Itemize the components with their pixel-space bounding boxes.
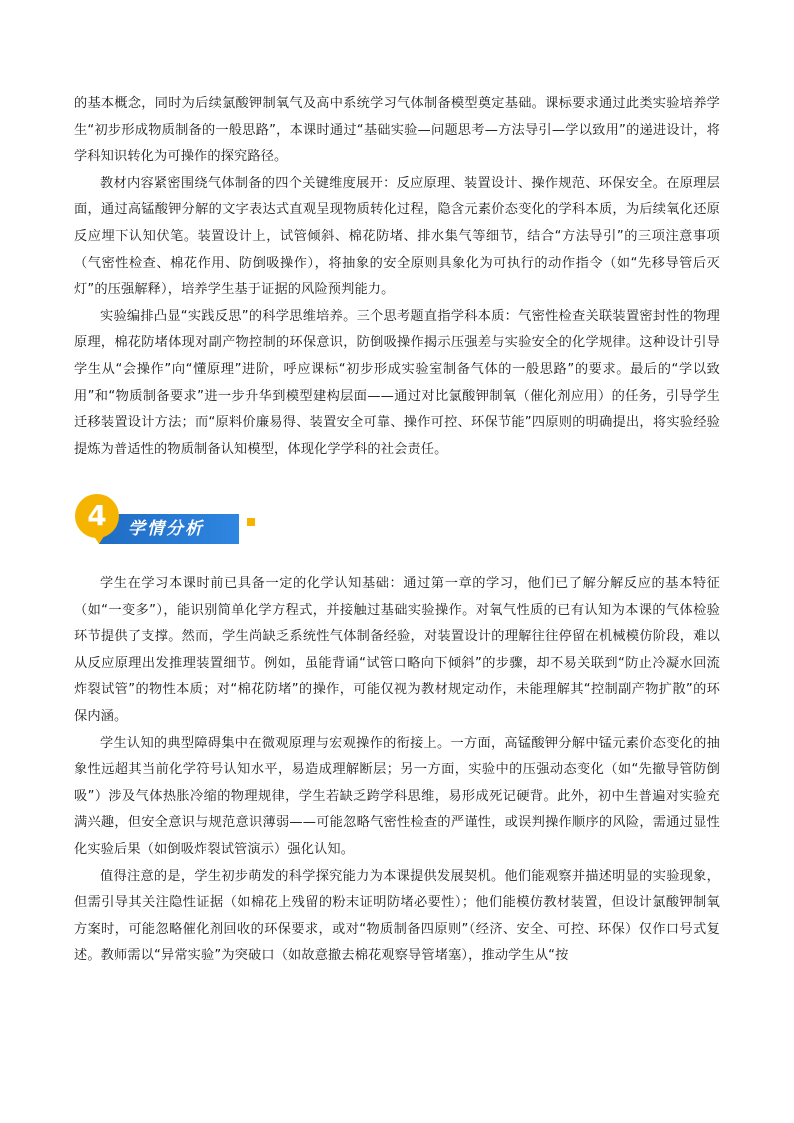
- section-heading: [72, 494, 272, 552]
- paragraph: 值得注意的是，学生初步萌发的科学探究能力为本课提供发展契机。他们能观察并描述明显的实验现象，但需引导其关注隐性证据（如棉花上残留的粉末证明防堵必要性）；他们能模仿教材装置，但设计氯酸钾制氧方案时，可能忽略催化剂回收的环保要求，或对“物质制备四原则”（经济、安全、可控、环保）仅作口号式复述。教师需以“异常实验”为突破口（如故意撤去棉花观察导管堵塞），推动学生从“按: [74, 868, 720, 964]
- section-title: 学情分析: [128, 519, 204, 539]
- paragraph: 的基本概念，同时为后续氯酸钾制氧气及高中系统学习气体制备模型奠定基础。课标要求通过此类实验培养学生“初步形成物质制备的一般思路”，本课时通过“基础实验—问题思考—方法导引—学以致用”的递进设计，将学科知识转化为可操作的探究路径。: [74, 96, 720, 165]
- paragraph: 学生在学习本课时前已具备一定的化学认知基础：通过第一章的学习，他们已了解分解反应的基本特征（如“一变多”），能识别简单化学方程式，并接触过基础实验操作。对氧气性质的已有认知为本课的气体检验环节提供了支撑。然而，学生尚缺乏系统性气体制备经验，对装置设计的理解往往停留在机械模仿阶段，难以从反应原理出发推理装置细节。例如，虽能背诵“试管口略向下倾斜”的步骤，却不易关联到“防止冷凝水回流炸裂试管”的物性本质；对“棉花防堵”的操作，可能仅视为教材规定动作，未能理解其“控制副产物扩散”的环保内涵。: [74, 576, 720, 724]
- body-text-top: [74, 91, 720, 463]
- section-number: 4: [87, 499, 107, 532]
- paragraph: 教材内容紧密围绕气体制备的四个关键维度展开：反应原理、装置设计、操作规范、环保安全。在原理层面，通过高锰酸钾分解的文字表达式直观呈现物质转化过程，隐含元素价态变化的学科本质，为后续氧化还原反应埋下认知伏笔。装置设计上，试管倾斜、棉花防堵、排水集气等细节，结合“方法导引”的三项注意事项（气密性检查、棉花作用、防倒吸操作），将抽象的安全原则具象化为可执行的动作指令（如“先移导管后灭灯”的压强解释），培养学生基于证据的风险预判能力。: [74, 175, 720, 298]
- heading-accent-square: [247, 518, 255, 526]
- body-text-bottom: [74, 571, 720, 970]
- paragraph: 学生认知的典型障碍集中在微观原理与宏观操作的衔接上。一方面，高锰酸钾分解中锰元素价态变化的抽象性远超其当前化学符号认知水平，易造成理解断层；另一方面，实验中的压强动态变化（如“先撤导管防倒吸”）涉及气体热胀冷缩的物理规律，学生若缺乏跨学科思维，易形成死记硬背。此外，初中生普遍对实验充满兴趣，但安全意识与规范意识薄弱——可能忽略气密性检查的严谨性，或误判操作顺序的风险，需通过显性化实验后果（如倒吸炸裂试管演示）强化认知。: [74, 735, 720, 857]
- paragraph: 实验编排凸显“实践反思”的科学思维培养。三个思考题直指学科本质：气密性检查关联装置密封性的物理原理，棉花防堵体现对副产物控制的环保意识，防倒吸操作揭示压强差与实验安全的化学规律。这种设计引导学生从“会操作”向“懂原理”进阶，呼应课标“初步形成实验室制备气体的一般思路”的要求。最后的“学以致用”和“物质制备要求”进一步升华到模型建构层面——通过对比氯酸钾制氧（催化剂应用）的任务，引导学生迁移装置设计方法；而“原料价廉易得、装置安全可靠、操作可控、环保节能”四原则的明确提出，将实验经验提炼为普适性的物质制备认知模型，体现化学学科的社会责任。: [74, 308, 720, 457]
